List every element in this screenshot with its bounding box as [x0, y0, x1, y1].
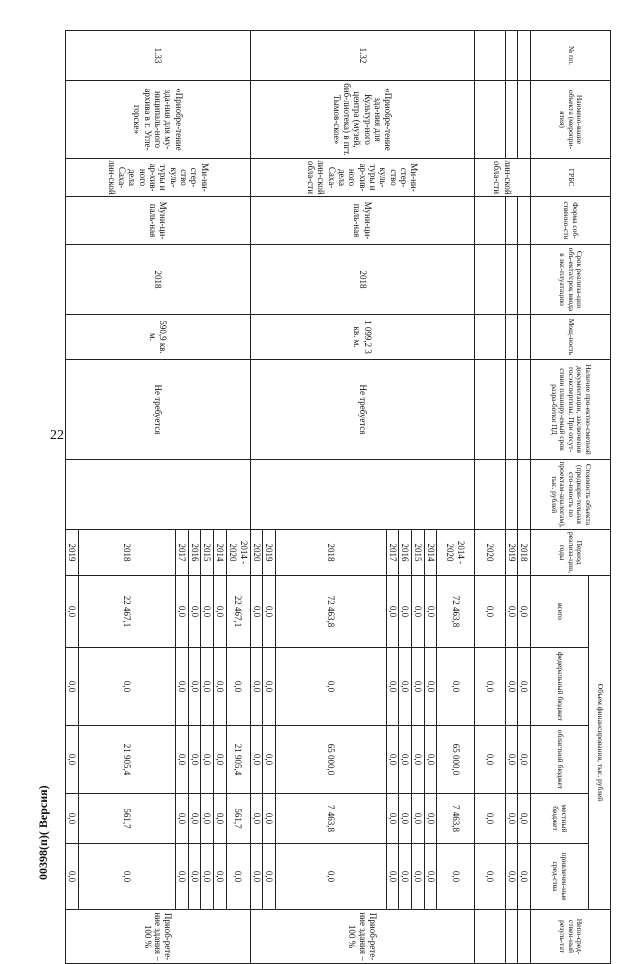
table-cell-local: 0,0 [424, 794, 437, 844]
table-cell-federal: 0,0 [250, 648, 263, 726]
table-cell-attracted: 0,0 [78, 844, 176, 910]
item-133-capacity: 590,9 кв. м. [66, 315, 251, 360]
table-cell-attracted: 0,0 [424, 844, 437, 910]
table-cell-federal: 0,0 [424, 648, 437, 726]
table-cell-federal: 0,0 [437, 648, 475, 726]
table-cell-total: 0,0 [66, 576, 79, 648]
table-cell-period: 2019 [66, 530, 79, 576]
table-cell-local: 0,0 [412, 794, 425, 844]
table-cell-regional: 0,0 [263, 726, 276, 794]
table-cell-period: 2015 [201, 530, 214, 576]
item-133-ownership: Муни-ци-паль-ная [66, 197, 251, 245]
item-133-grbs: Ми-ни-стер-ство куль-туры и ар-хив-ного дела Саха-лин-ской [66, 159, 251, 197]
rotated-table-container [65, 30, 611, 961]
table-cell-total: 0,0 [518, 576, 531, 648]
item-132-result: Приоб-рете-ние здания – 100 % [250, 910, 474, 964]
item-132-no: 1.32 [250, 31, 474, 81]
table-cell-regional: 0,0 [518, 726, 531, 794]
table-cell-total: 72 463,8 [437, 576, 475, 648]
table-cell-attracted: 0,0 [505, 844, 518, 910]
table-cell-period: 2014 [214, 530, 227, 576]
table-cell-period: 2018 [78, 530, 176, 576]
table-cell-local: 0,0 [66, 794, 79, 844]
table-cell-period: 2014 [424, 530, 437, 576]
table-cell-federal: 0,0 [399, 648, 412, 726]
table-cell-total: 72 463,8 [276, 576, 387, 648]
prev-term [518, 245, 531, 315]
table-cell-attracted: 0,0 [412, 844, 425, 910]
footer-code-text: 00398(п)( Версия) [36, 785, 50, 880]
table-cell-regional: 0,0 [188, 726, 201, 794]
item-133-term: 2018 [66, 245, 251, 315]
table-cell-total: 0,0 [188, 576, 201, 648]
table-cell-local: 0,0 [250, 794, 263, 844]
table-cell-local: 0,0 [474, 794, 505, 844]
table-cell-federal: 0,0 [66, 648, 79, 726]
table-cell-attracted: 0,0 [474, 844, 505, 910]
table-cell-period: 2015 [412, 530, 425, 576]
table-cell-regional: 0,0 [505, 726, 518, 794]
table-cell-attracted: 0,0 [66, 844, 79, 910]
header-term: Срок реализа-ции объ-екта/срок ввода в экс-плуатацию [531, 245, 611, 315]
table-cell-regional: 65 000,0 [276, 726, 387, 794]
item-132-grbs: Ми-ни-стер-ство куль-туры и ар-хив-ного дела Саха-лин-ской обла-сти [250, 159, 474, 197]
item-132-capacity: 1 099,2 3 кв. м. [250, 315, 474, 360]
table-cell-regional: 0,0 [176, 726, 189, 794]
table-cell-regional: 65 000,0 [437, 726, 475, 794]
table-cell-period: 2014 - 2020 [226, 530, 250, 576]
table-cell-period: 2016 [188, 530, 201, 576]
table-cell-total: 0,0 [250, 576, 263, 648]
table-cell-total: 0,0 [263, 576, 276, 648]
prev-ownership [518, 197, 531, 245]
table-cell-total: 0,0 [201, 576, 214, 648]
table-cell-total: 0,0 [412, 576, 425, 648]
item-133-no: 1.33 [66, 31, 251, 81]
table-cell-attracted: 0,0 [437, 844, 475, 910]
table-cell-period: 2019 [263, 530, 276, 576]
page-number: 22 [50, 428, 64, 443]
item-133-cost [66, 460, 251, 530]
table-cell-regional: 0,0 [412, 726, 425, 794]
prev-name [518, 81, 531, 159]
table-cell-attracted: 0,0 [386, 844, 399, 910]
table-cell-total: 0,0 [424, 576, 437, 648]
item-133-design-docs: Не требуется [66, 360, 251, 460]
header-total: всего [531, 576, 589, 648]
header-cost: Стоимость объекта (предвари-тельная сто-имость по проектам-аналогам), тыс. рублей [531, 460, 611, 530]
header-attracted: привлечен-ные сред-ства [531, 844, 589, 910]
table-cell-regional: 0,0 [424, 726, 437, 794]
table-cell-federal: 0,0 [78, 648, 176, 726]
table-cell-local: 0,0 [399, 794, 412, 844]
financing-table [65, 30, 611, 964]
table-cell-period: 2019 [505, 530, 518, 576]
table-cell-federal: 0,0 [226, 648, 250, 726]
item-132-term: 2018 [250, 245, 474, 315]
table-cell-federal: 0,0 [518, 648, 531, 726]
table-cell-federal: 0,0 [474, 648, 505, 726]
table-cell-regional: 21 905,4 [78, 726, 176, 794]
table-cell-total: 22 467,1 [78, 576, 176, 648]
table-cell-federal: 0,0 [276, 648, 387, 726]
table-cell-local: 7 463,8 [437, 794, 475, 844]
table-cell-regional: 0,0 [214, 726, 227, 794]
table-cell-attracted: 0,0 [201, 844, 214, 910]
table-cell-local: 0,0 [188, 794, 201, 844]
prev-capacity [518, 315, 531, 360]
table-cell-federal: 0,0 [201, 648, 214, 726]
table-cell-local: 561,7 [226, 794, 250, 844]
table-cell-attracted: 0,0 [263, 844, 276, 910]
item-132-name: «Приобре-тение зда-ния для Культур-ного центра (музей, биб-лиотека) в пгт. Тымов-ское» [250, 81, 474, 159]
table-body [66, 31, 531, 964]
table-cell-total: 0,0 [214, 576, 227, 648]
table-cell-total: 0,0 [386, 576, 399, 648]
table-cell-period: 2020 [250, 530, 263, 576]
table-cell-total: 0,0 [474, 576, 505, 648]
table-cell-federal: 0,0 [386, 648, 399, 726]
table-cell-local: 0,0 [505, 794, 518, 844]
header-result: Непо-сред-ствен-ный резуль-тат [531, 910, 611, 964]
table-cell-attracted: 0,0 [250, 844, 263, 910]
table-cell-period: 2014 - 2020 [437, 530, 475, 576]
item-132-cost [250, 460, 474, 530]
prev-grbs: лин-ской обла-сти [474, 159, 530, 197]
table-cell-attracted: 0,0 [226, 844, 250, 910]
table-cell-federal: 0,0 [263, 648, 276, 726]
table-cell-regional: 0,0 [201, 726, 214, 794]
table-cell-attracted: 0,0 [399, 844, 412, 910]
table-cell-total: 0,0 [399, 576, 412, 648]
header-name: Наимено-вание объекта (меропри-ятия) [531, 81, 611, 159]
table-cell-federal: 0,0 [188, 648, 201, 726]
table-cell-period: 2017 [176, 530, 189, 576]
header-ownership: Форма соб-ственно-сти [531, 197, 611, 245]
table-cell-period: 2020 [474, 530, 505, 576]
table-cell-local: 561,7 [78, 794, 176, 844]
table-cell-federal: 0,0 [214, 648, 227, 726]
table-cell-total: 0,0 [176, 576, 189, 648]
table-cell-local: 0,0 [176, 794, 189, 844]
table-cell-period: 2018 [518, 530, 531, 576]
table-cell-attracted: 0,0 [214, 844, 227, 910]
table-cell-federal: 0,0 [505, 648, 518, 726]
table-cell-regional: 0,0 [386, 726, 399, 794]
header-local: местный бюджет [531, 794, 589, 844]
header-period: Период реализа-ции, годы [531, 530, 611, 576]
prev-design-docs [518, 360, 531, 460]
table-cell-total: 0,0 [505, 576, 518, 648]
item-133-result: Приоб-рете-ние здания – 100 % [66, 910, 251, 964]
table-cell-regional: 0,0 [66, 726, 79, 794]
header-grbs: ГРБС [531, 159, 611, 197]
table-cell-total: 22 467,1 [226, 576, 250, 648]
item-132-design-docs: Не требуется [250, 360, 474, 460]
table-cell-attracted: 0,0 [276, 844, 387, 910]
header-regional: областной бюджет [531, 726, 589, 794]
table-cell-local: 0,0 [214, 794, 227, 844]
table-cell-local: 0,0 [386, 794, 399, 844]
header-capacity: Мощ-ность [531, 315, 611, 360]
prev-no [518, 31, 531, 81]
table-cell-local: 7 463,8 [276, 794, 387, 844]
header-no: № пп. [531, 31, 611, 81]
table-cell-period: 2016 [399, 530, 412, 576]
table-cell-attracted: 0,0 [176, 844, 189, 910]
prev-result [518, 910, 531, 964]
header-federal: федеральный бюджет [531, 648, 589, 726]
table-cell-regional: 0,0 [399, 726, 412, 794]
table-cell-period: 2017 [386, 530, 399, 576]
table-cell-attracted: 0,0 [188, 844, 201, 910]
header-financing: Объем финансирования, тыс. рублей [589, 576, 611, 910]
table-cell-period: 2018 [276, 530, 387, 576]
header-design-docs: Наличие про-ектно-сметной документации, заключения госэкспертизы. При отсут-ствии планиру-емый срок разра-ботки ПД [531, 360, 611, 460]
item-133-name: «Приобре-тение зда-ния для му-ниципаль-ного архива в г. Угле-горске» [66, 81, 251, 159]
table-cell-federal: 0,0 [412, 648, 425, 726]
item-132-ownership: Муни-ци-паль-ная [250, 197, 474, 245]
table-cell-federal: 0,0 [176, 648, 189, 726]
table-cell-local: 0,0 [201, 794, 214, 844]
table-cell-regional: 0,0 [474, 726, 505, 794]
table-cell-regional: 0,0 [250, 726, 263, 794]
table-cell-local: 0,0 [518, 794, 531, 844]
table-cell-regional: 21 905,4 [226, 726, 250, 794]
table-cell-local: 0,0 [263, 794, 276, 844]
table-cell-attracted: 0,0 [518, 844, 531, 910]
prev-cost [518, 460, 531, 530]
